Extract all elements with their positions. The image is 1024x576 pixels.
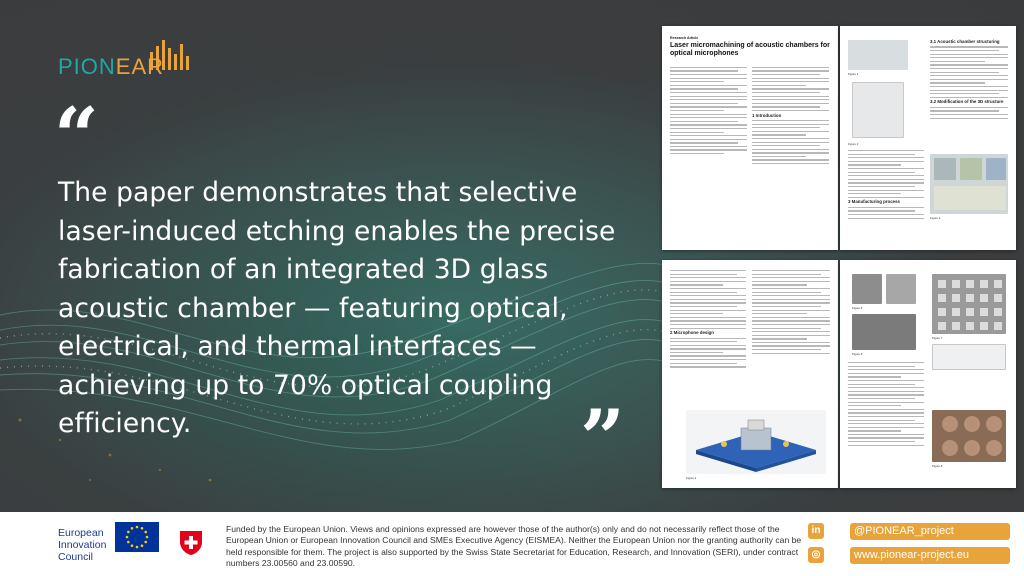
figure-caption: Figure 7 — [932, 336, 943, 340]
section-introduction: 1 Introduction — [752, 112, 782, 118]
figure-caption: Figure 3 — [930, 216, 941, 220]
open-quote-mark: “ — [54, 91, 99, 182]
website-link[interactable]: www.pionear-project.eu — [850, 547, 1010, 564]
logo-part-ear: EAR — [115, 54, 165, 79]
microphone-assembly-figure — [686, 410, 826, 474]
section-assembly: 3.1 Acoustic chamber structuring — [930, 39, 1000, 44]
eic-logo — [58, 527, 108, 563]
section-manufacturing: 3 Manufacturing process — [848, 199, 900, 205]
close-quote-mark: ” — [580, 393, 625, 484]
figure-thumbnail — [886, 274, 916, 304]
paper-title: Laser micromachining of acoustic chambers for optical microphones — [670, 42, 830, 58]
figure-thumbnail — [960, 158, 982, 180]
eu-flag-icon — [115, 522, 159, 552]
paper-page-4 — [840, 260, 1016, 488]
page-4-text-left — [848, 362, 924, 482]
social-handle-link[interactable]: @PIONEAR_project — [850, 523, 1010, 540]
figure-thumbnail — [934, 186, 1006, 210]
figure-caption: Figure 2 — [848, 142, 859, 146]
figure-caption: Figure 8 — [932, 464, 943, 468]
section-design: 2 Microphone design — [670, 330, 714, 336]
pionear-logo — [58, 40, 208, 80]
page-1-body — [670, 36, 830, 246]
eic-line-2: Innovation — [58, 539, 107, 551]
swiss-shield-icon — [178, 530, 204, 556]
figure-thumbnail — [986, 158, 1006, 180]
eic-line-1: European — [58, 527, 104, 539]
eic-line-3: Council — [58, 551, 94, 563]
quote-text: The paper demonstrates that selective laser-induced etching enables the precise fabrication of an integrated 3D glass acoustic chamber — featuring optical, electrical, and thermal interfaces — achieving up to 70% optical coupling efficiency. — [58, 177, 616, 439]
paper-authors — [670, 60, 830, 64]
figure-caption: Figure 6 — [852, 352, 863, 356]
figure-thumbnail — [852, 82, 904, 138]
logo-wordmark — [58, 54, 164, 80]
figure-thumbnail — [852, 274, 882, 304]
paper-page-3 — [662, 260, 838, 488]
sem-grid-figure — [932, 274, 1006, 334]
figure-caption: Figure 5 — [852, 306, 863, 310]
table-thumbnail — [932, 344, 1006, 370]
instagram-icon[interactable]: ◎ — [808, 547, 824, 563]
funding-disclaimer: Funded by the European Union. Views and opinions expressed are however those of the author(s) only and do not necessarily reflect those of the European Union or European Innovation Council and SMEs Executive Agency (EISMEA). Neither the European Union nor the granting authority can be held responsible for them. The project is also supported by the Swiss State Secretariat for Education, Research, and Innovation (SERI), under contract numbers 23.00560 and 23.00590. — [226, 524, 802, 568]
chamber-photo-figure — [932, 410, 1006, 462]
section-modification: 3.2 Modification of the 3D structure — [930, 99, 1004, 105]
logo-part-pion: PION — [58, 54, 116, 79]
figure-caption: Figure 1 — [848, 72, 859, 76]
paper-kind: Research Article — [670, 36, 699, 40]
figure-thumbnail — [934, 158, 956, 180]
page-2-text-left — [848, 150, 924, 246]
page-3-text-right — [752, 270, 830, 400]
figure-caption: Figure 4 — [686, 476, 697, 480]
paper-page-2 — [840, 26, 1016, 250]
paper-page-1 — [662, 26, 838, 250]
figure-thumbnail — [852, 314, 916, 350]
figure-thumbnail — [848, 40, 908, 70]
linkedin-icon[interactable]: in — [808, 523, 824, 539]
page-2-text-right — [930, 38, 1008, 148]
